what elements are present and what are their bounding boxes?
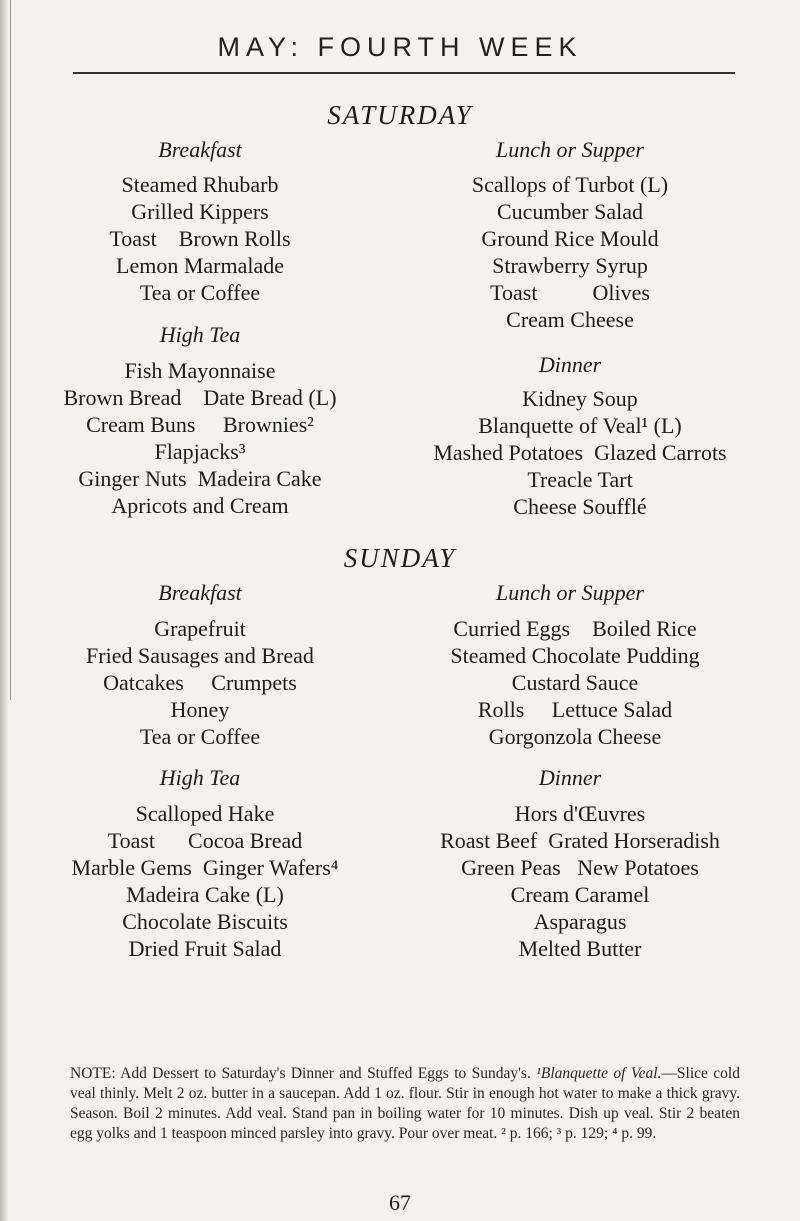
menu-item: Rolls Lettuce Salad xyxy=(477,697,673,722)
menu-item: Mashed Potatoes Glazed Carrots xyxy=(433,440,727,465)
recipe-title: ¹Blanquette of Veal. xyxy=(536,1065,662,1082)
sunday-dinner-list xyxy=(395,800,765,962)
page-header: MAY: FOURTH WEEK xyxy=(217,32,583,62)
menu-item: Flapjacks³ xyxy=(154,439,246,464)
saturday-high-tea-heading: High Tea xyxy=(159,322,241,347)
menu-item: Kidney Soup xyxy=(522,386,638,411)
menu-item: Apricots and Cream xyxy=(111,493,289,518)
menu-item: Fish Mayonnaise xyxy=(124,358,276,383)
menu-item: Scallops of Turbot (L) xyxy=(471,172,669,197)
menu-item: Toast Olives xyxy=(490,280,650,305)
menu-item: Ground Rice Mould xyxy=(481,226,659,251)
menu-item: Marble Gems Ginger Wafers⁴ xyxy=(71,855,339,880)
header-rule xyxy=(73,72,735,74)
page-references: ² p. 166; ³ p. 129; ⁴ p. 99. xyxy=(501,1125,657,1142)
menu-item: Tea or Coffee xyxy=(139,280,261,305)
menu-item: Steamed Chocolate Pudding xyxy=(450,643,700,668)
menu-item: Honey xyxy=(170,697,230,722)
sunday-high-tea-heading: High Tea xyxy=(159,765,241,790)
saturday-title: SATURDAY xyxy=(327,100,473,130)
menu-item: Fried Sausages and Bread xyxy=(86,643,314,668)
sunday-lunch-list xyxy=(400,615,750,750)
sunday-breakfast-heading: Breakfast xyxy=(158,580,242,605)
saturday-dinner-heading: Dinner xyxy=(538,352,602,377)
saturday-lunch-heading: Lunch or Supper xyxy=(496,137,644,162)
menu-item: Asparagus xyxy=(533,909,627,934)
sunday-high-tea-list xyxy=(25,800,385,962)
menu-item: Toast Cocoa Bread xyxy=(107,828,303,853)
menu-item: Strawberry Syrup xyxy=(492,253,648,278)
menu-item: Cream Caramel xyxy=(510,882,650,907)
menu-item: Grapefruit xyxy=(154,616,246,641)
menu-item: Dried Fruit Salad xyxy=(128,936,282,961)
notes-block xyxy=(70,1064,740,1144)
note-text: NOTE: Add Dessert to Saturday's Dinner and Stuffed Eggs to Sunday's. xyxy=(70,1065,531,1082)
saturday-dinner-list xyxy=(395,385,765,520)
menu-item: Tea or Coffee xyxy=(139,724,261,749)
menu-item: Chocolate Biscuits xyxy=(122,909,288,934)
menu-item: Treacle Tart xyxy=(527,467,633,492)
sunday-lunch-heading: Lunch or Supper xyxy=(496,580,644,605)
menu-item: Blanquette of Veal¹ (L) xyxy=(478,413,682,438)
menu-item: Steamed Rhubarb xyxy=(121,172,279,197)
menu-item: Oatcakes Crumpets xyxy=(103,670,297,695)
menu-item: Cream Buns Brownies² xyxy=(86,412,314,437)
menu-item: Lemon Marmalade xyxy=(116,253,284,278)
menu-item: Cucumber Salad xyxy=(496,199,644,224)
menu-item: Hors d'Œuvres xyxy=(514,801,646,826)
menu-item: Grilled Kippers xyxy=(131,199,269,224)
menu-item: Curried Eggs Boiled Rice xyxy=(453,616,697,641)
page-spine-shadow xyxy=(0,0,8,1221)
menu-item: Brown Bread Date Bread (L) xyxy=(63,385,337,410)
page-number: 67 xyxy=(389,1190,411,1215)
saturday-breakfast-list xyxy=(60,171,340,306)
sunday-dinner-heading: Dinner xyxy=(538,765,602,790)
saturday-lunch-list xyxy=(420,171,720,333)
saturday-high-tea-list xyxy=(25,357,375,519)
menu-item: Cream Cheese xyxy=(506,307,634,332)
recipe-text: —Slice cold veal thinly. Melt 2 oz. butter in a saucepan. Add 1 oz. flour. Stir in enough hot water to make a thick gravy. Season. Boil 2 minutes. Add veal. Stand pan in boiling water for 10 minutes. Dish up veal. Stir 2 beaten egg yolks and 1 teaspoon minced parsley into gravy. Pour over meat. xyxy=(70,1065,740,1142)
menu-item: Roast Beef Grated Horseradish xyxy=(440,828,720,853)
menu-item: Custard Sauce xyxy=(511,670,639,695)
saturday-breakfast-heading: Breakfast xyxy=(158,137,242,162)
menu-item: Scalloped Hake xyxy=(135,801,275,826)
menu-item: Melted Butter xyxy=(518,936,642,961)
menu-item: Green Peas New Potatoes xyxy=(461,855,699,880)
menu-item: Ginger Nuts Madeira Cake xyxy=(78,466,322,491)
sunday-title: SUNDAY xyxy=(343,543,457,573)
menu-item: Cheese Soufflé xyxy=(513,494,647,519)
menu-item: Madeira Cake (L) xyxy=(126,882,284,907)
menu-item: Toast Brown Rolls xyxy=(109,226,291,251)
menu-item: Gorgonzola Cheese xyxy=(488,724,662,749)
sunday-breakfast-list xyxy=(35,615,365,750)
